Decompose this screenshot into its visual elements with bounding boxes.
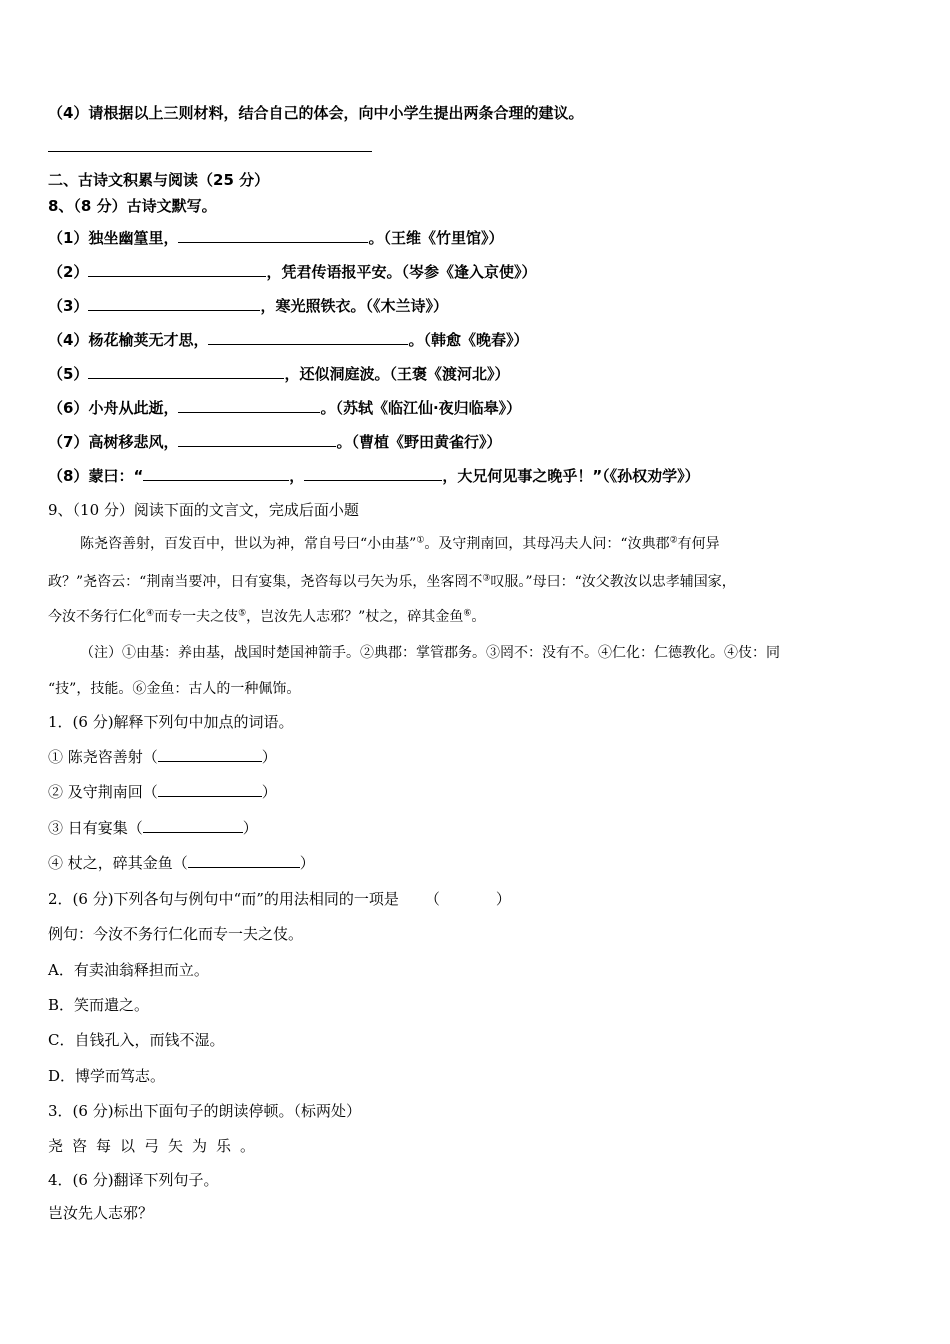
- item-label: ① 陈尧咨善射（: [48, 748, 158, 766]
- fill-blank[interactable]: [208, 330, 408, 345]
- q8-text-after: 。（苏轼《临江仙·夜归临皋》）: [320, 399, 522, 417]
- q8-text-after: ，大兄何见事之晚乎！”（《孙权劝学》）: [442, 467, 700, 485]
- q8-num: （7）: [48, 433, 89, 451]
- question-9-header: 9、（10 分）阅读下面的文言文，完成后面小题: [48, 501, 359, 519]
- sub2-header: [48, 889, 511, 909]
- passage-text: 而专一夫之伎: [154, 609, 239, 625]
- sub2-example: 例句：今汝不务行仁化而专一夫之伎。: [48, 925, 304, 943]
- sub3-sentence: 尧咨每以弓矢为乐。: [48, 1137, 265, 1155]
- q8-text-before: 杨花榆荚无才思，: [88, 331, 209, 349]
- q8-text-after: 。（韩愈《晚春》）: [408, 331, 529, 349]
- question-8-header: 8、（8 分）古诗文默写。: [48, 197, 217, 215]
- fill-blank[interactable]: [178, 432, 336, 447]
- passage-text: 陈尧咨善射，百发百中，世以为神，常自号曰“小由基”: [80, 536, 417, 552]
- q8-text-after: ，寒光照铁衣。（《木兰诗》）: [260, 297, 448, 315]
- option-b[interactable]: B．笑而遣之。: [48, 996, 150, 1014]
- q8-text-after: 。（王维《竹里馆》）: [368, 229, 504, 247]
- answer-line[interactable]: [48, 151, 372, 152]
- fill-blank[interactable]: [178, 228, 368, 243]
- sub2-question: 2．(6 分)下列各句与例句中“而”的用法相同的一项是: [48, 890, 399, 908]
- passage-line-3: [48, 607, 485, 627]
- note-marker: ③: [482, 573, 491, 584]
- fill-blank[interactable]: [304, 466, 442, 481]
- sub3-header: 3．(6 分)标出下面句子的朗读停顿。（标两处）: [48, 1102, 362, 1120]
- note-marker: ④: [146, 608, 155, 619]
- note-marker: ⑥: [463, 608, 472, 619]
- passage-text: 政？”尧咨云：“荆南当要冲，日有宴集，尧咨每以弓矢为乐，坐客罔不: [48, 574, 483, 590]
- q8-num: （5）: [48, 365, 89, 383]
- q8-text-after: 。（曹植《野田黄雀行》）: [336, 433, 502, 451]
- note-marker: ①: [416, 535, 425, 546]
- option-d[interactable]: D．博学而笃志。: [48, 1067, 166, 1085]
- sub1-item-3: [48, 818, 258, 838]
- sub1-item-4: [48, 853, 315, 873]
- q8-text-after: ，还似洞庭波。（王褒《渡河北》）: [284, 365, 510, 383]
- q8-text-mid: ，: [289, 467, 305, 485]
- q8-text-before: 蒙曰：“: [88, 467, 144, 485]
- notes-line-1: （注）①由基：养由基，战国时楚国神箭手。②典郡：掌管郡务。③罔不：没有不。④仁化：仁德教化。④伎：同: [80, 645, 780, 661]
- passage-text: ，岂汝先人志邪？”杖之，碎其金鱼: [246, 609, 464, 625]
- item-label: ④ 杖之，碎其金鱼（: [48, 854, 188, 872]
- sub1-item-2: [48, 782, 277, 802]
- sub1-item-1: [48, 747, 277, 767]
- question-4-prompt: （4）请根据以上三则材料，结合自己的体会，向中小学生提出两条合理的建议。: [48, 104, 584, 122]
- q8-text-before: 高树移悲风，: [88, 433, 179, 451]
- sub4-sentence: 岂汝先人志邪？: [48, 1204, 154, 1222]
- fill-blank[interactable]: [88, 364, 284, 379]
- q8-line-5: [48, 364, 509, 384]
- fill-blank[interactable]: [158, 782, 262, 797]
- item-label: ② 及守荆南回（: [48, 783, 158, 801]
- q8-num: （8）: [48, 467, 89, 485]
- q8-line-6: [48, 398, 521, 418]
- q8-line-8: [48, 466, 700, 486]
- q8-text-after: ，凭君传语报平安。（岑参《逢入京使》）: [266, 263, 537, 281]
- option-c[interactable]: C．自钱孔入，而钱不湿。: [48, 1031, 225, 1049]
- passage-text: 。及守荆南回，其母冯夫人问：“汝典郡: [424, 536, 670, 552]
- notes-line-2: “技”，技能。⑥金鱼：古人的一种佩饰。: [48, 681, 301, 697]
- passage-line-2: [48, 572, 736, 592]
- passage-text: 。: [471, 609, 486, 625]
- answer-paren-open: （: [424, 890, 440, 908]
- q8-num: （1）: [48, 229, 89, 247]
- item-close: ）: [261, 783, 277, 801]
- note-marker: ⑤: [238, 608, 247, 619]
- q8-text-before: 小舟从此逝，: [88, 399, 179, 417]
- note-marker: ②: [669, 535, 678, 546]
- q8-line-7: [48, 432, 501, 452]
- fill-blank[interactable]: [178, 398, 320, 413]
- fill-blank[interactable]: [143, 466, 289, 481]
- item-close: ）: [299, 854, 315, 872]
- fill-blank[interactable]: [188, 853, 300, 868]
- passage-line-1: [80, 534, 720, 554]
- q8-num: （3）: [48, 297, 89, 315]
- option-a[interactable]: A．有卖油翁释担而立。: [48, 961, 209, 979]
- sub4-header: 4．(6 分)翻译下列句子。: [48, 1171, 219, 1189]
- q8-line-1: [48, 228, 503, 248]
- q8-line-2: [48, 262, 536, 282]
- q8-line-3: [48, 296, 448, 316]
- fill-blank[interactable]: [88, 296, 260, 311]
- q8-num: （4）: [48, 331, 89, 349]
- item-label: ③ 日有宴集（: [48, 819, 143, 837]
- fill-blank[interactable]: [88, 262, 266, 277]
- passage-text: 有何异: [677, 536, 720, 552]
- q8-line-4: [48, 330, 528, 350]
- q8-text-before: 独坐幽篁里，: [88, 229, 179, 247]
- passage-text: 叹服。”母曰：“汝父教汝以忠孝辅国家，: [490, 574, 736, 590]
- fill-blank[interactable]: [143, 818, 243, 833]
- section-2-title: 二、古诗文积累与阅读（25 分）: [48, 171, 270, 189]
- answer-paren-close: ）: [495, 890, 511, 908]
- item-close: ）: [261, 748, 277, 766]
- fill-blank[interactable]: [158, 747, 262, 762]
- q8-num: （2）: [48, 263, 89, 281]
- passage-text: 今汝不务行仁化: [48, 609, 146, 625]
- item-close: ）: [242, 819, 258, 837]
- q8-num: （6）: [48, 399, 89, 417]
- sub1-header: 1．(6 分)解释下列句中加点的词语。: [48, 713, 294, 731]
